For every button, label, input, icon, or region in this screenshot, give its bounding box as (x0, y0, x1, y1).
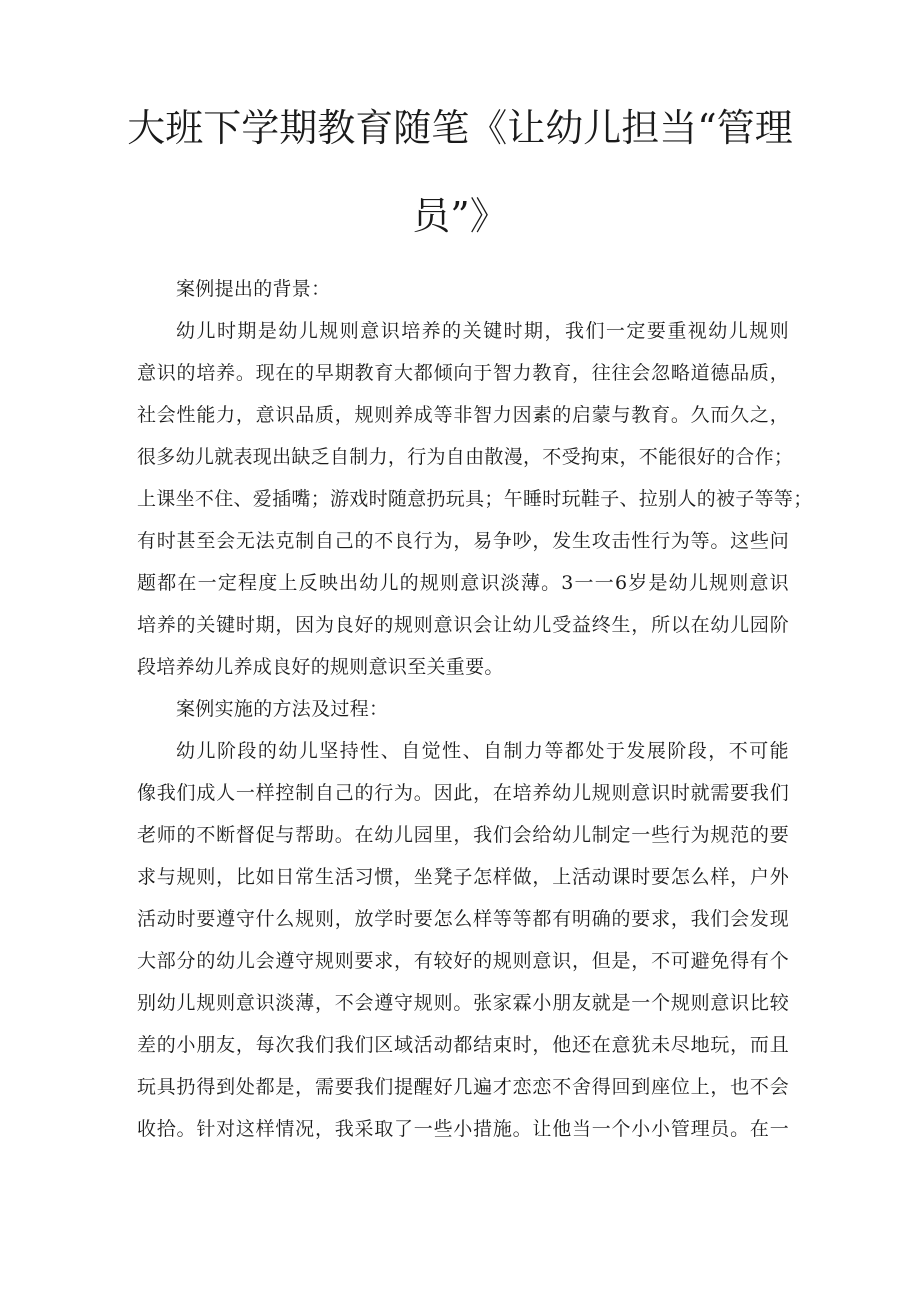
paragraph-line: 差的小朋友，每次我们我们区域活动都结束时，他还在意犹未尽地玩，而且 (137, 1034, 789, 1056)
paragraph-line: 意识的培养。现在的早期教育大都倾向于智力教育，往往会忽略道德品质， (137, 362, 789, 384)
paragraph-line: 培养的关键时期，因为良好的规则意识会让幼儿受益终生，所以在幼儿园阶 (137, 614, 789, 636)
paragraph-line: 题都在一定程度上反映出幼儿的规则意识淡薄。3一一6岁是幼儿规则意识 (137, 572, 789, 594)
paragraph-line: 很多幼儿就表现出缺乏自制力，行为自由散漫，不受拘束，不能很好的合作； (137, 446, 794, 468)
document-title-line-2: 员”》 (412, 194, 508, 238)
paragraph-line: 上课坐不住、爱插嘴；游戏时随意扔玩具；午睡时玩鞋子、拉别人的被子等等； (137, 488, 813, 510)
paragraph-line: 社会性能力，意识品质，规则养成等非智力因素的启蒙与教育。久而久之， (137, 404, 789, 426)
paragraph-line: 大部分的幼儿会遵守规则要求，有较好的规则意识，但是，不可避免得有个 (137, 950, 789, 972)
paragraph-line: 玩具扔得到处都是，需要我们提醒好几遍才恋恋不舍得回到座位上，也不会 (137, 1076, 789, 1098)
paragraph-line: 像我们成人一样控制自己的行为。因此，在培养幼儿规则意识时就需要我们 (137, 782, 789, 804)
paragraph-line: 幼儿阶段的幼儿坚持性、自觉性、自制力等都处于发展阶段，不可能 (176, 740, 789, 762)
paragraph-line: 活动时要遵守什么规则，放学时要怎么样等等都有明确的要求，我们会发现 (137, 908, 789, 930)
paragraph-line: 求与规则，比如日常生活习惯，坐凳子怎样做，上活动课时要怎么样，户外 (137, 866, 789, 888)
paragraph-line: 别幼儿规则意识淡薄，不会遵守规则。张家霖小朋友就是一个规则意识比较 (137, 992, 789, 1014)
paragraph-line: 老师的不断督促与帮助。在幼儿园里，我们会给幼儿制定一些行为规范的要 (137, 824, 789, 846)
section-heading-background: 案例提出的背景： (176, 278, 331, 300)
paragraph-line: 幼儿时期是幼儿规则意识培养的关键时期，我们一定要重视幼儿规则 (176, 320, 789, 342)
section-heading-method: 案例实施的方法及过程： (176, 698, 389, 720)
document-title-line-1: 大班下学期教育随笔《让幼儿担当“管理 (127, 106, 793, 150)
paragraph-line: 段培养幼儿养成良好的规则意识至关重要。 (137, 656, 504, 678)
paragraph-line: 收拾。针对这样情况，我采取了一些小措施。让他当一个小小管理员。在一 (137, 1118, 789, 1140)
paragraph-line: 有时甚至会无法克制自己的不良行为，易争吵，发生攻击性行为等。这些问 (137, 530, 789, 552)
